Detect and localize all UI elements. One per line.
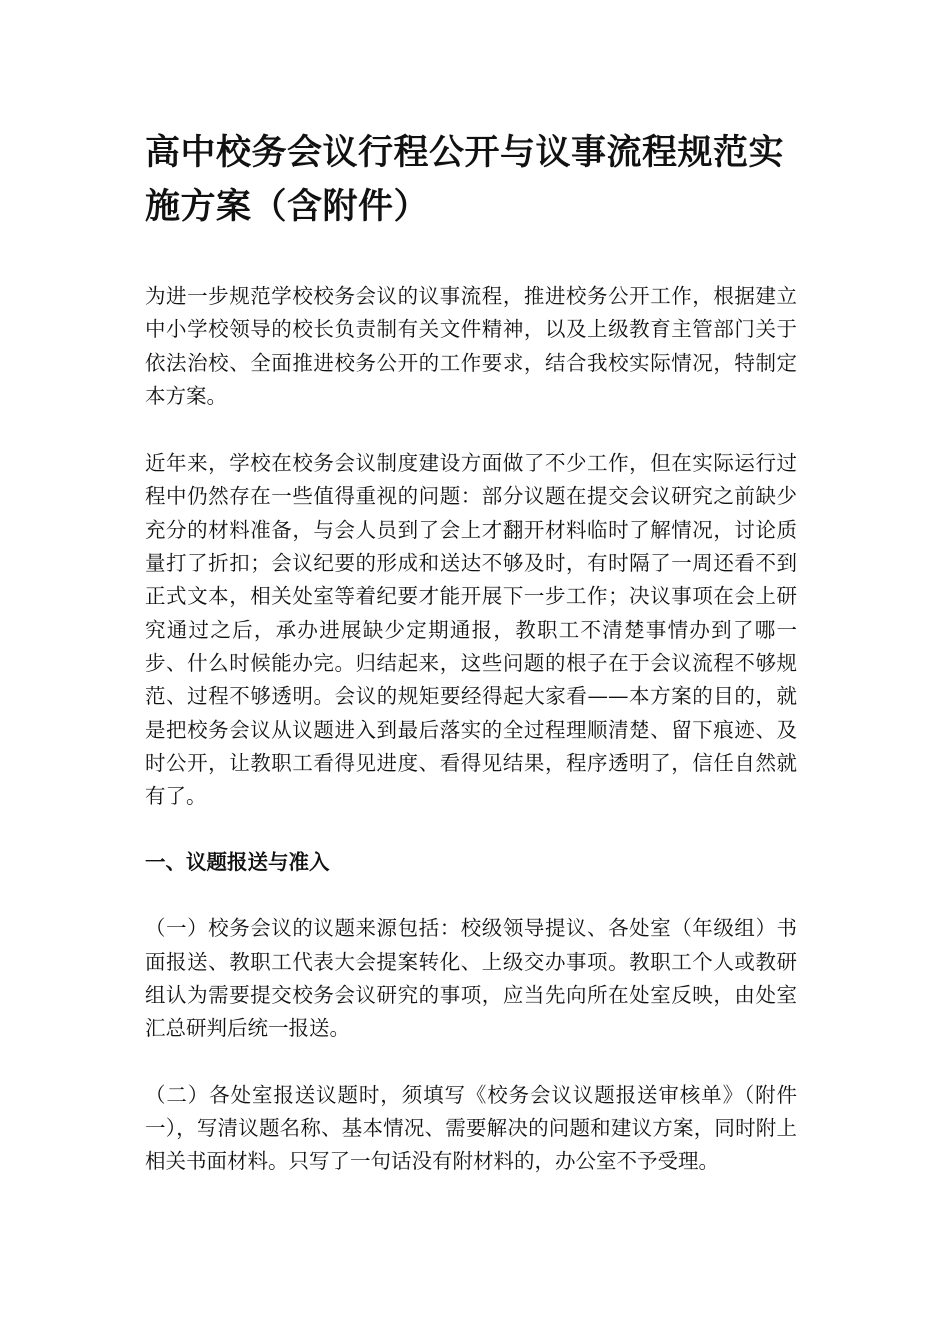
background-paragraph: 近年来，学校在校务会议制度建设方面做了不少工作，但在实际运行过程中仍然存在一些值得重视的问题：部分议题在提交会议研究之前缺少充分的材料准备，与会人员到了会上才翻开材料临时了解情况，讨论质量打了折扣；会议纪要的形成和送达不够及时，有时隔了一周还看不到正式文本，相关处室等着纪要才能开展下一步工作；决议事项在会上研究通过之后，承办进展缺少定期通报，教职工不清楚事情办到了哪一步、什么时候能办完。归结起来，这些问题的根子在于会议流程不够规范、过程不够透明。会议的规矩要经得起大家看——本方案的目的，就是把校务会议从议题进入到最后落实的全过程理顺清楚、留下痕迹、及时公开，让教职工看得见进度、看得见结果，程序透明了，信任自然就有了。 [145, 451, 797, 809]
document-body [145, 126, 797, 1179]
section-heading: 一、议题报送与准入 [145, 850, 330, 875]
section-paragraph: （二）各处室报送议题时，须填写《校务会议议题报送审核单》（附件一），写清议题名称、基本情况、需要解决的问题和建议方案，同时附上相关书面材料。只写了一句话没有附材料的，办公室不予受理。 [145, 1082, 797, 1174]
document-title: 高中校务会议行程公开与议事流程规范实施方案（含附件） [145, 132, 785, 227]
section-paragraph: （一）校务会议的议题来源包括：校级领导提议、各处室（年级组）书面报送、教职工代表大会提案转化、上级交办事项。教职工个人或教研组认为需要提交校务会议研究的事项，应当先向所在处室反映，由处室汇总研判后统一报送。 [145, 916, 797, 1041]
intro-paragraph: 为进一步规范学校校务会议的议事流程，推进校务公开工作，根据建立中小学校领导的校长负责制有关文件精神，以及上级教育主管部门关于依法治校、全面推进校务公开的工作要求，结合我校实际情况，特制定本方案。 [145, 284, 797, 408]
